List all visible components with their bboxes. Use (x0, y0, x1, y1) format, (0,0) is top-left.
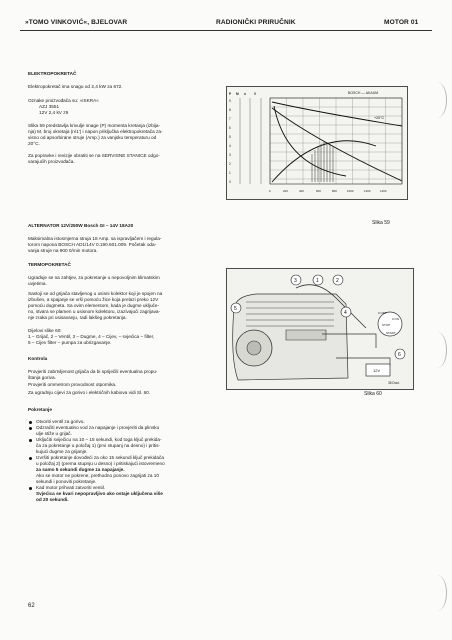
start-b5-l3: od 20 sekundi. (36, 497, 69, 502)
header-rule (20, 30, 432, 31)
fig59-tick-400: 400 (299, 189, 304, 193)
starter-p2-l2: AZJ 3551 (39, 104, 60, 109)
fig59-scale-5: 5 (229, 135, 231, 139)
start-b4-l4: Ako se motor ne pokrene, prethodno ponovo zagrijati za 10 (36, 473, 159, 478)
fig59-scale-2: 2 (229, 162, 231, 166)
control-p1-l2: štanja goriva. (28, 375, 56, 380)
figure-60-illustration (226, 268, 414, 390)
fig59-scale-0: 0 (229, 180, 231, 184)
thermo-p3-l3: 5 – Cijev filter – pumpa za ubrizgavanje. (28, 340, 112, 345)
bullet-dot (29, 427, 32, 430)
control-p3: Za ugradnju cijevi za gorivo i električnih kabiova vidi Sl. 60. (28, 390, 151, 395)
binding-hole-mark (428, 332, 447, 368)
thermo-p3-l2: 1 – Grijač, 2 – Ventil, 3 – Dugme, 4 – Cijev, – svjećica – filter, (28, 334, 155, 339)
fig60-switch-label-1: 0 OFF (378, 311, 387, 315)
control-p1-l1: Provjeriti zabrtvljenost grijača da bi spriječili eventualna propu- (28, 369, 158, 374)
control-p2: Provjeriti ommetrom provodnost otpornika. (28, 382, 117, 387)
alternator-p1-l3: vanja struje na 900 0/min motora. (28, 248, 98, 253)
bullet-dot (29, 457, 32, 460)
fig59-tick-600: 600 (316, 189, 321, 193)
start-b2-l2: ulje stiže u grijač. (36, 431, 72, 436)
figure-59-caption: Slika 59 (372, 220, 390, 226)
bullet-dot (29, 421, 32, 424)
start-b4-l3: za samo 5 sekundi dugme za napajanje. (36, 467, 125, 472)
starter-p3-l4: 20°C. (28, 141, 40, 146)
fig59-tick-1400: 1400 (380, 189, 387, 193)
fig59-scale-3: 3 (229, 153, 231, 157)
section-title-start: Pokretanje (28, 407, 52, 412)
binding-hole-mark (428, 575, 447, 611)
fig59-marker: +20°C (374, 116, 385, 120)
starter-p2-l3: 12V 2,4 kV z9 (39, 110, 69, 115)
fig59-scale-6: 6 (229, 126, 231, 130)
fig59-axis-label-p: P (229, 92, 232, 96)
start-b2-l1: Odzračiti eventualno vod za napajanje i provjeriti da plinsko (36, 425, 160, 430)
thermo-p2-l2: izbušen, a spajanje se vrši pomoću žice koja prelazi preko 12V (28, 297, 159, 302)
starter-p3-l2: nja) M, broj okretaja (n/1') i napon priključka elektropokretača za- (28, 129, 163, 134)
start-b4-l5: sekundi i ponoviti pokretanje. (36, 479, 97, 484)
alternator-p1-l2: torom napona BOSCH AD1/14V 0.190.601.009. Početak oda- (28, 242, 157, 247)
fig59-tick-800: 800 (332, 189, 337, 193)
fig59-tick-0: 0 (269, 189, 271, 193)
starter-p3-l3: visno od apsorbirane struje (Amp.) za vanjsku temperaturu od (28, 135, 157, 140)
thermo-p2-l1: Sastoji se od grijača stavljenog u usisni kolektor koji je spojen na (28, 291, 163, 296)
thermo-p1-l1: Ugrađuje se na zahtjev, za pokretanje u nepovoljnim klimatskim (28, 275, 160, 280)
start-b4-l2: u položaj 2) (prema stupnju u desno) i pritiskajući istovremeno (36, 461, 165, 466)
bullet-dot (29, 487, 32, 490)
fig60-box-label: 12V (373, 368, 381, 373)
starter-p3-l1: Slika 59 predstavlja krivulje snage (P) momenta kretanja (izbija- (28, 123, 161, 128)
thermo-p2-l4: no, stvara se plamen u usisnom kolektoru, izazivajući zagrijava- (28, 309, 161, 314)
section-title-thermo: TERMOPOKRETAČ (28, 262, 71, 267)
figure-59-graph (226, 86, 408, 200)
fig59-axis-label-n: n (244, 92, 246, 96)
fig59-axis-label-v: V (254, 92, 257, 96)
start-b3-l1: Uključiti sviječicu na 10 – 15 sekundi, kod toga ključ prekida- (36, 437, 162, 442)
alternator-p1-l1: Maksimalna istosmjerna struja 18 Amp. sa ispravljačem i regula- (28, 236, 162, 241)
fig60-switch-label-4: START (386, 331, 396, 335)
start-b3-l2: ča za pokretanje u položaj 1) (prvi stupanj na desno) i pritis- (36, 443, 161, 448)
start-b4-l1: Izvršiti pokretanje dovođeći za oko 15 sekundi ključ prekidača (36, 455, 164, 460)
header-right: MOTOR 01 (384, 19, 419, 26)
thermo-p2-l3: pomoću dugmeta. Sa ovim elementom, kada je dugme uključe- (28, 303, 160, 308)
header-center: RADIONIČKI PRIRUČNIK (216, 19, 296, 26)
fig59-tick-200: 200 (283, 189, 288, 193)
binding-hole-mark (428, 82, 447, 118)
section-title-control: Kontrola (28, 356, 48, 361)
fig59-tick-1200: 1200 (364, 189, 371, 193)
section-title-alternator: ALTERNATOR 12V/250W Bosch GI – 14V 18A20 (28, 223, 134, 228)
fig59-scale-8: 8 (229, 108, 231, 112)
thermo-p3-l1: Dijelovi slike 60: (28, 328, 62, 333)
fig60-switch-label-3: 0 ON (392, 317, 400, 321)
fig60-switch-label-2: STOP (382, 323, 391, 327)
bullet-dot (29, 439, 32, 442)
page-number: 62 (28, 603, 35, 609)
fig60-corner-label: 38 Dwd. (388, 381, 400, 385)
fig60-callout-6: 6 (398, 352, 401, 358)
fig59-scale-7: 7 (229, 117, 231, 121)
thermo-p1-l2: uvjetima. (28, 281, 47, 286)
fig60-callout-2: 2 (336, 278, 339, 284)
fig60-callout-4: 4 (344, 310, 347, 316)
fig59-scale-1: 1 (229, 171, 231, 175)
fig59-scale-4: 4 (229, 144, 231, 148)
section-title-starter: ELEKTROPOKRETAČ (28, 71, 77, 76)
fig60-callout-5: 5 (234, 306, 237, 312)
start-b3-l3: kujući dugme za grijanje. (36, 449, 88, 454)
fig59-header: BOSCH — AKAUM (348, 91, 379, 95)
figure-60-caption: Slika 60 (364, 391, 382, 397)
starter-p4-l2: varajućih proizvođača. (28, 159, 75, 164)
thermo-p2-l5: nje zraka pri usisavanju, radi lakšeg pokretanja. (28, 315, 127, 320)
start-b5-l1: Kad motor prihvati zatvoriti ventil. (36, 485, 106, 490)
start-b5-l2: Svjećica se kvari nepopravljivo ako ostaje uključena više (36, 491, 163, 496)
fig59-scale-9: 9 (229, 99, 231, 103)
fig59-axis-label-m: M (236, 92, 239, 96)
start-b1-l1: Otvoriti ventil za gorivo. (36, 419, 85, 424)
starter-p2-l1: Oznake proizvođača su: »ISKRA« (28, 98, 99, 103)
header-left: »TOMO VINKOVIĆ«, BJELOVAR (25, 19, 128, 26)
starter-p1: Elektropokretač ima snagu od 2,4 kW za 672. (28, 84, 123, 89)
starter-p4-l1: Za popravke i revizije obratiti se na SERVISNE STANICE odgo- (28, 153, 160, 158)
fig60-callout-3: 3 (294, 278, 297, 284)
fig60-callout-1: 1 (316, 278, 319, 284)
fig59-tick-1000: 1000 (347, 189, 354, 193)
